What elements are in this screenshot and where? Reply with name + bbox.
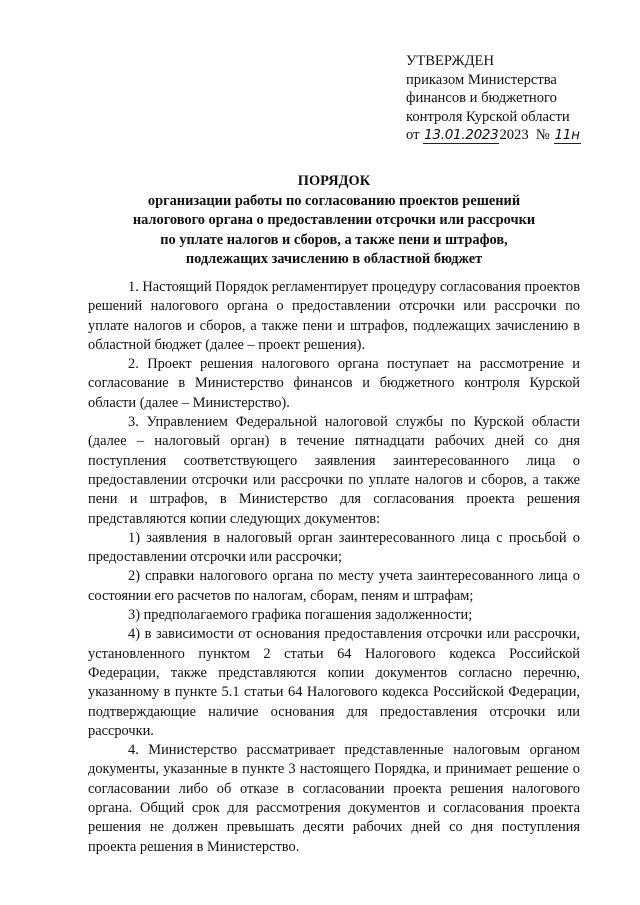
approval-line-1: приказом Министерства [406, 71, 557, 88]
date-prefix: от [406, 127, 420, 144]
approval-stamp [406, 52, 626, 145]
number-sign: № [535, 127, 550, 144]
approval-title: УТВЕРЖДЕН [406, 53, 494, 69]
subtitle-line: по уплате налогов и сборов, а также пени и штрафов, [160, 231, 508, 248]
paragraph-1: 1. Настоящий Порядок регламентирует процедуру согласования проектов решений налогового органа о предоставлении отсрочки или рассрочки по уплате налогов и сборов, а также пени и штрафов, подлежащих зачислению в областной бюджет (далее – проект решения). [88, 279, 580, 353]
handwritten-date: 13.01.2023 [424, 127, 499, 144]
document-body [88, 278, 580, 857]
date-suffix: 2023 [499, 127, 529, 144]
approval-line-2: финансов и бюджетного [406, 90, 557, 107]
handwritten-number: 11н [554, 127, 580, 144]
paragraph-4: 4. Министерство рассматривает представленные налоговым органом документы, указанные в пункте 3 настоящего Порядка, и принимает решение о согласовании либо об отказе в согласовании проекта решения налогового органа. Общий срок для рассмотрения документов и согласования проекта решения не должен превышать десяти рабочих дней со дня поступления проекта решения в Министерство. [88, 742, 580, 855]
approval-date-line [406, 126, 626, 145]
paragraph-3: 3. Управлением Федеральной налоговой службы по Курской области (далее – налоговый орган) в течение пятнадцати рабочих дней со дня поступления соответствующего заявления заинтересованного лица о предоставлении отсрочки или рассрочки по уплате налогов и сборов, а также пени и штрафов, в Министерство для согласования проекта решения представляются копии следующих документов: [88, 414, 580, 527]
subtitle-line: подлежащих зачислению в областной бюджет [185, 250, 483, 267]
subtitle-line: организации работы по согласованию проектов решений [147, 193, 521, 210]
list-item-1: 1) заявления в налоговый орган заинтересованного лица с просьбой о предоставлении отсрочки или рассрочки; [88, 529, 580, 566]
paragraph-2: 2. Проект решения налогового органа поступает на рассмотрение и согласование в Министерство финансов и бюджетного контроля Курской области (далее – Министерство). [88, 356, 580, 411]
list-item-2: 2) справки налогового органа по месту учета заинтересованного лица о состоянии его расчетов по налогам, сборам, пеням и штрафам; [88, 568, 580, 604]
approval-line-3: контроля Курской области [406, 108, 570, 125]
list-item-3: 3) предполагаемого графика погашения задолженности; [128, 607, 473, 624]
document-title [88, 172, 580, 269]
main-title: ПОРЯДОК [297, 173, 371, 189]
subtitle-line: налогового органа о предоставлении отсрочки или рассрочки [132, 212, 536, 229]
list-item-4: 4) в зависимости от основания предоставления отсрочки или рассрочки, установленного пунктом 2 статьи 64 Налогового кодекса Российской Федерации, также представляются копии документов согласно перечню, указанному в пункте 5.1 статьи 64 Налогового кодекса Российской Федерации, подтверждающие наличие основания для предоставления отсрочки или рассрочки. [88, 626, 580, 739]
